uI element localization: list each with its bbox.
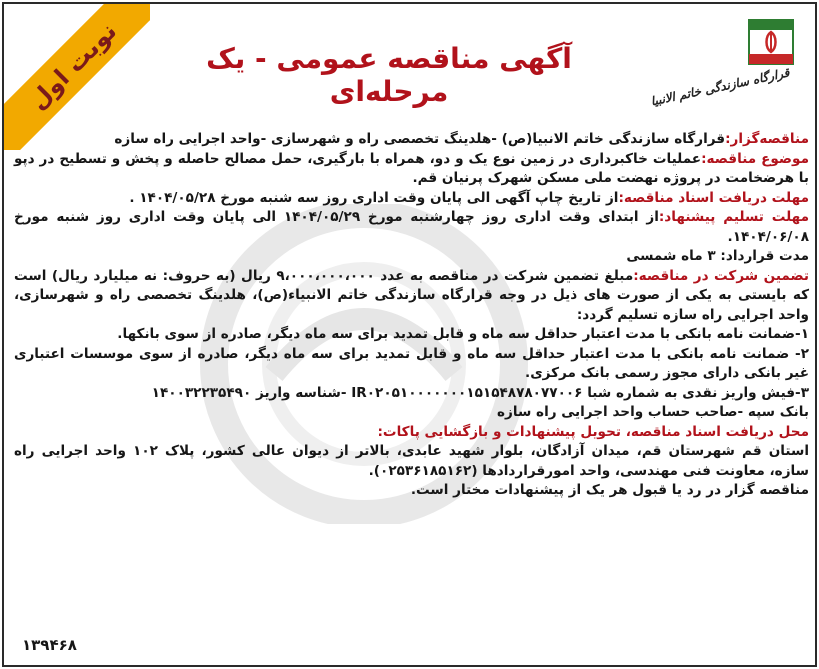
guarantee-value: مبلغ تضمین شرکت در مناقصه به عدد ۹،۰۰۰،۰۰۰،۰۰۰ ریال (به حروف: نه میلیارد ریال) است که بایستی به یکی از صورت های ذیل در وجه قرارگاه سازندگی خاتم الانبیاء(ص)، هلدینگ تخصصی راه و شهرسازی، واحد اجرایی راه سازه تسلیم گردد: (14, 267, 809, 323)
subject-value: عملیات خاکبرداری در زمین نوع یک و دو، همراه با بارگیری، حمل مصالح حاصله و پخش و تسطیح در دپو با هرضخامت در پروژه نهضت ملی مسکن شهرک پرنیان قم. (14, 150, 809, 186)
contract-duration: مدت قرارداد: ۳ ماه شمسی (626, 248, 809, 264)
iran-emblem-icon (747, 18, 795, 66)
docs-deadline-line (14, 189, 809, 209)
guarantee-line (14, 267, 809, 326)
delivery-label: محل دریافت اسناد مناقصه، تحویل پیشنهادات و بازگشایی پاکات: (377, 423, 809, 440)
docs-deadline-label: مهلت دریافت اسناد مناقصه: (618, 189, 809, 206)
proposal-deadline-line (14, 208, 809, 247)
tender-ad-frame (2, 2, 817, 667)
subject-line (14, 150, 809, 189)
organizer-line (14, 130, 809, 150)
delivery-address: استان قم شهرستان قم، میدان آزادگان، بلوار شهید عابدی، بالاتر از دیوان عالی کشور، پلاک ۱۰۲ واحد اجرایی راه سازه، معاونت فنی مهندسی، واحد امورقراردادها (۰۲۵۳۶۱۸۵۱۶۲). (14, 443, 809, 479)
guarantee-item-3: ۳-فیش واریز نقدی به شماره شبا IR۰۲۰۵۱۰۰۰۰۰۰۰۱۵۱۵۴۸۷۸۰۷۷۰۰۶ -شناسه واریز ۱۴۰۰۳۲۲۳۵۴۹۰ (151, 384, 809, 401)
guarantee-label: تضمین شرکت در مناقصه: (633, 267, 809, 284)
ad-title: آگهی مناقصه عمومی - یک مرحله‌ای (206, 42, 572, 108)
logo-caption: قرارگاه سازندگی خاتم الانبیا (649, 65, 791, 109)
ad-number: ۱۳۹۴۶۸ (22, 636, 77, 654)
ribbon-label: نوبت اول (2, 2, 150, 150)
guarantee-item-1: ۱-ضمانت نامه بانکی با مدت اعتبار حداقل سه ماه و قابل تمدید برای سه ماه دیگر، صادره از سوی بانکها. (117, 326, 809, 342)
ad-body (14, 130, 809, 501)
subject-label: موضوع مناقصه: (701, 150, 809, 167)
organization-logo (641, 18, 799, 118)
organizer-value: قرارگاه سازندگی خاتم الانبیا(ص) -هلدینگ تخصصی راه و شهرسازی -واحد اجرایی راه سازه (114, 131, 726, 147)
guarantee-item-3-bank: بانک سپه -صاحب حساب واحد اجرایی راه سازه (496, 404, 809, 420)
organizer-label: مناقصه‌گزار: (725, 131, 809, 147)
guarantee-item-2: ۲- ضمانت نامه بانکی با مدت اعتبار حداقل سه ماه و قابل تمدید برای سه ماه دیگر، صادره از سوی موسسات اعتباری غیر بانکی دارای مجوز رسمی بانک مرکزی. (14, 345, 809, 381)
closing-note: مناقصه گزار در رد یا قبول هر یک از پیشنهادات مختار است. (410, 482, 809, 498)
proposal-deadline-label: مهلت تسلیم پیشنهاد: (658, 209, 810, 225)
docs-deadline-value: از تاریخ چاپ آگهی الی پایان وقت اداری روز سه شنبه مورخ ۱۴۰۴/۰۵/۲۸ . (129, 189, 619, 206)
proposal-deadline-value: از ابتدای وقت اداری روز چهارشنبه مورخ ۱۴۰۴/۰۵/۲۹ الی پایان وقت اداری روز شنبه مورخ ۱۴۰۴/۰۶/۰۸. (14, 209, 809, 245)
first-publication-ribbon (2, 2, 150, 150)
